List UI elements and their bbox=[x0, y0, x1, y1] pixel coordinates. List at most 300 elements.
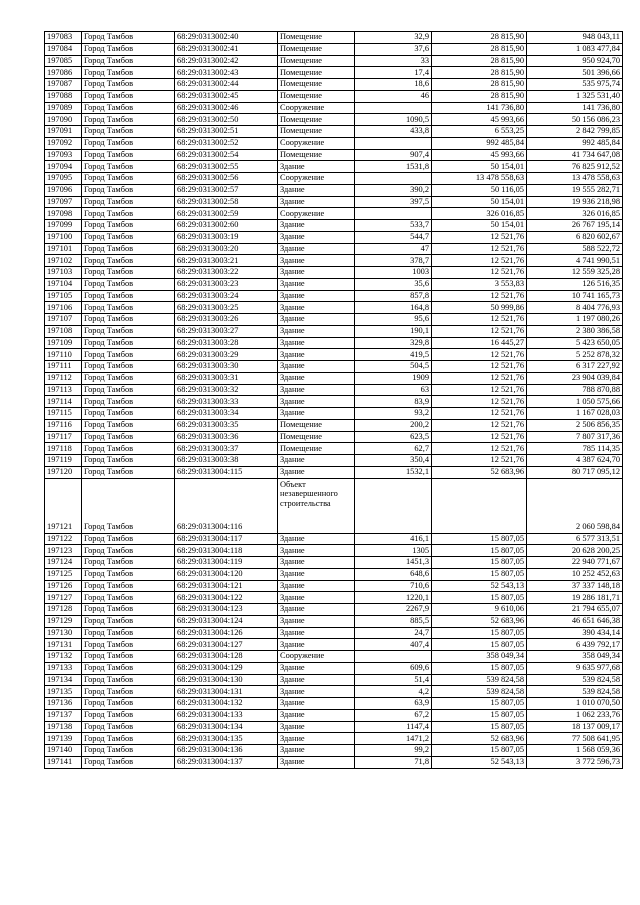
cell-cadastral-value: 9 635 977,68 bbox=[527, 662, 623, 674]
cell-row-number: 197112 bbox=[45, 372, 82, 384]
cell-row-number: 197089 bbox=[45, 102, 82, 114]
cell-city: Город Тамбов bbox=[82, 43, 175, 55]
cell-area: 37,6 bbox=[355, 43, 432, 55]
cell-cadastral-value: 2 380 386,58 bbox=[527, 325, 623, 337]
cell-area: 32,9 bbox=[355, 32, 432, 44]
cell-cadastral-value: 1 010 070,50 bbox=[527, 698, 623, 710]
cell-specific-value: 12 521,76 bbox=[432, 455, 527, 467]
cell-specific-value: 45 993,66 bbox=[432, 149, 527, 161]
cell-cadastral-number: 68:29:0313002:46 bbox=[175, 102, 278, 114]
cell-row-number: 197105 bbox=[45, 290, 82, 302]
cell-specific-value: 15 807,05 bbox=[432, 557, 527, 569]
cell-cadastral-number: 68:29:0313003:35 bbox=[175, 419, 278, 431]
cell-cadastral-value: 588 522,72 bbox=[527, 243, 623, 255]
cell-cadastral-number: 68:29:0313004:115 bbox=[175, 466, 278, 478]
table-row bbox=[45, 314, 623, 326]
cell-row-number: 197139 bbox=[45, 733, 82, 745]
cell-row-number: 197096 bbox=[45, 184, 82, 196]
cell-city: Город Тамбов bbox=[82, 408, 175, 420]
cell-specific-value: 12 521,76 bbox=[432, 290, 527, 302]
cell-area: 623,5 bbox=[355, 431, 432, 443]
cell-city: Город Тамбов bbox=[82, 102, 175, 114]
cell-cadastral-number: 68:29:0313004:123 bbox=[175, 604, 278, 616]
cell-cadastral-number: 68:29:0313004:135 bbox=[175, 733, 278, 745]
cell-city: Город Тамбов bbox=[82, 220, 175, 232]
cell-row-number: 197095 bbox=[45, 173, 82, 185]
cell-row-number: 197102 bbox=[45, 255, 82, 267]
cell-city: Город Тамбов bbox=[82, 615, 175, 627]
cell-row-number: 197093 bbox=[45, 149, 82, 161]
cell-row-number: 197126 bbox=[45, 580, 82, 592]
table-row bbox=[45, 372, 623, 384]
table-row bbox=[45, 604, 623, 616]
cell-cadastral-number: 68:29:0313004:133 bbox=[175, 709, 278, 721]
cell-object-type: Здание bbox=[278, 545, 355, 557]
cell-object-type: Здание bbox=[278, 267, 355, 279]
cell-row-number: 197092 bbox=[45, 137, 82, 149]
cell-row-number: 197101 bbox=[45, 243, 82, 255]
cell-row-number: 197118 bbox=[45, 443, 82, 455]
cell-cadastral-number: 68:29:0313002:58 bbox=[175, 196, 278, 208]
cell-object-type: Здание bbox=[278, 568, 355, 580]
cell-city: Город Тамбов bbox=[82, 384, 175, 396]
cell-area: 350,4 bbox=[355, 455, 432, 467]
cell-specific-value: 52 543,13 bbox=[432, 756, 527, 768]
table-row bbox=[45, 290, 623, 302]
cell-cadastral-number: 68:29:0313004:117 bbox=[175, 533, 278, 545]
cell-area: 1471,2 bbox=[355, 733, 432, 745]
cell-area: 33 bbox=[355, 55, 432, 67]
cell-specific-value: 12 521,76 bbox=[432, 243, 527, 255]
cell-cadastral-number: 68:29:0313003:31 bbox=[175, 372, 278, 384]
cell-row-number: 197140 bbox=[45, 745, 82, 757]
cell-specific-value: 12 521,76 bbox=[432, 396, 527, 408]
cell-object-type: Помещение bbox=[278, 90, 355, 102]
cell-object-type: Помещение bbox=[278, 32, 355, 44]
cell-row-number: 197104 bbox=[45, 278, 82, 290]
cell-cadastral-value: 1 083 477,84 bbox=[527, 43, 623, 55]
cell-specific-value: 28 815,90 bbox=[432, 32, 527, 44]
cell-object-type: Здание bbox=[278, 580, 355, 592]
cell-object-type: Здание bbox=[278, 349, 355, 361]
cell-area: 1305 bbox=[355, 545, 432, 557]
cell-cadastral-value: 46 651 646,38 bbox=[527, 615, 623, 627]
cell-specific-value: 12 521,76 bbox=[432, 419, 527, 431]
cell-row-number: 197116 bbox=[45, 419, 82, 431]
cell-cadastral-number: 68:29:0313002:50 bbox=[175, 114, 278, 126]
cell-specific-value: 15 807,05 bbox=[432, 533, 527, 545]
cell-object-type: Здание bbox=[278, 184, 355, 196]
cell-specific-value: 12 521,76 bbox=[432, 361, 527, 373]
cell-area bbox=[355, 478, 432, 533]
cell-specific-value: 12 521,76 bbox=[432, 255, 527, 267]
cell-object-type: Здание bbox=[278, 372, 355, 384]
cell-row-number: 197123 bbox=[45, 545, 82, 557]
cell-specific-value bbox=[432, 478, 527, 533]
cell-specific-value: 539 824,58 bbox=[432, 674, 527, 686]
cell-city: Город Тамбов bbox=[82, 372, 175, 384]
cell-specific-value: 12 521,76 bbox=[432, 349, 527, 361]
cell-cadastral-value: 141 736,80 bbox=[527, 102, 623, 114]
cell-cadastral-value: 23 904 039,84 bbox=[527, 372, 623, 384]
cell-cadastral-number: 68:29:0313003:33 bbox=[175, 396, 278, 408]
cell-row-number: 197086 bbox=[45, 67, 82, 79]
cell-cadastral-number: 68:29:0313002:52 bbox=[175, 137, 278, 149]
cell-specific-value: 15 807,05 bbox=[432, 545, 527, 557]
cell-cadastral-value: 22 940 771,67 bbox=[527, 557, 623, 569]
cell-cadastral-number: 68:29:0313003:20 bbox=[175, 243, 278, 255]
cell-cadastral-value: 19 936 218,98 bbox=[527, 196, 623, 208]
cell-city: Город Тамбов bbox=[82, 267, 175, 279]
cell-specific-value: 45 993,66 bbox=[432, 114, 527, 126]
cell-row-number: 197132 bbox=[45, 651, 82, 663]
cell-row-number: 197100 bbox=[45, 231, 82, 243]
cell-cadastral-value: 12 559 325,28 bbox=[527, 267, 623, 279]
cell-specific-value: 12 521,76 bbox=[432, 267, 527, 279]
cell-specific-value: 15 807,05 bbox=[432, 662, 527, 674]
cell-area: 433,8 bbox=[355, 126, 432, 138]
cell-cadastral-number: 68:29:0313002:59 bbox=[175, 208, 278, 220]
cell-row-number: 197130 bbox=[45, 627, 82, 639]
cell-city: Город Тамбов bbox=[82, 161, 175, 173]
cell-city: Город Тамбов bbox=[82, 126, 175, 138]
cell-object-type: Помещение bbox=[278, 443, 355, 455]
cell-specific-value: 3 553,83 bbox=[432, 278, 527, 290]
cell-row-number: 197128 bbox=[45, 604, 82, 616]
table-row bbox=[45, 243, 623, 255]
cell-row-number: 197106 bbox=[45, 302, 82, 314]
cell-cadastral-value: 6 439 792,17 bbox=[527, 639, 623, 651]
cell-row-number: 197088 bbox=[45, 90, 82, 102]
table-row bbox=[45, 443, 623, 455]
cell-city: Город Тамбов bbox=[82, 67, 175, 79]
cell-area: 544,7 bbox=[355, 231, 432, 243]
cell-row-number: 197109 bbox=[45, 337, 82, 349]
cell-area: 63 bbox=[355, 384, 432, 396]
cell-cadastral-value: 1 050 575,66 bbox=[527, 396, 623, 408]
cell-row-number: 197107 bbox=[45, 314, 82, 326]
table-row bbox=[45, 478, 623, 533]
table-row bbox=[45, 709, 623, 721]
cell-city: Город Тамбов bbox=[82, 756, 175, 768]
cell-object-type: Здание bbox=[278, 161, 355, 173]
cell-object-type: Здание bbox=[278, 231, 355, 243]
cell-row-number: 197133 bbox=[45, 662, 82, 674]
cell-city: Город Тамбов bbox=[82, 466, 175, 478]
cell-city: Город Тамбов bbox=[82, 419, 175, 431]
cell-row-number: 197129 bbox=[45, 615, 82, 627]
cell-area bbox=[355, 173, 432, 185]
cell-row-number: 197138 bbox=[45, 721, 82, 733]
cell-city: Город Тамбов bbox=[82, 721, 175, 733]
cell-specific-value: 15 807,05 bbox=[432, 568, 527, 580]
cell-cadastral-value: 20 628 200,25 bbox=[527, 545, 623, 557]
table-row bbox=[45, 255, 623, 267]
cell-cadastral-value: 37 337 148,18 bbox=[527, 580, 623, 592]
cell-specific-value: 15 807,05 bbox=[432, 709, 527, 721]
cell-cadastral-value: 6 577 313,51 bbox=[527, 533, 623, 545]
cell-object-type: Объект незавершенного строительства bbox=[278, 478, 355, 533]
cell-cadastral-value: 326 016,85 bbox=[527, 208, 623, 220]
cell-specific-value: 50 154,01 bbox=[432, 220, 527, 232]
cell-object-type: Здание bbox=[278, 455, 355, 467]
cell-cadastral-number: 68:29:0313002:42 bbox=[175, 55, 278, 67]
cell-cadastral-value: 126 516,35 bbox=[527, 278, 623, 290]
table-row bbox=[45, 161, 623, 173]
cell-specific-value: 50 154,01 bbox=[432, 161, 527, 173]
cell-area: 390,2 bbox=[355, 184, 432, 196]
cell-area: 329,8 bbox=[355, 337, 432, 349]
cell-city: Город Тамбов bbox=[82, 290, 175, 302]
cell-cadastral-value: 358 049,34 bbox=[527, 651, 623, 663]
cell-cadastral-value: 13 478 558,63 bbox=[527, 173, 623, 185]
cell-specific-value: 28 815,90 bbox=[432, 67, 527, 79]
cell-row-number: 197113 bbox=[45, 384, 82, 396]
cell-row-number: 197091 bbox=[45, 126, 82, 138]
cell-cadastral-number: 68:29:0313003:34 bbox=[175, 408, 278, 420]
cell-cadastral-number: 68:29:0313003:27 bbox=[175, 325, 278, 337]
cell-city: Город Тамбов bbox=[82, 733, 175, 745]
cell-object-type: Здание bbox=[278, 686, 355, 698]
cell-cadastral-value: 19 555 282,71 bbox=[527, 184, 623, 196]
cell-object-type: Здание bbox=[278, 408, 355, 420]
cell-row-number: 197141 bbox=[45, 756, 82, 768]
table-row bbox=[45, 580, 623, 592]
cell-specific-value: 12 521,76 bbox=[432, 314, 527, 326]
cell-cadastral-value: 80 717 095,12 bbox=[527, 466, 623, 478]
cell-specific-value: 52 683,96 bbox=[432, 466, 527, 478]
cell-area: 419,5 bbox=[355, 349, 432, 361]
cell-row-number: 197083 bbox=[45, 32, 82, 44]
cell-specific-value: 13 478 558,63 bbox=[432, 173, 527, 185]
cell-row-number: 197127 bbox=[45, 592, 82, 604]
cell-cadastral-value: 5 423 650,05 bbox=[527, 337, 623, 349]
cell-object-type: Здание bbox=[278, 604, 355, 616]
cell-area: 1532,1 bbox=[355, 466, 432, 478]
cell-area: 1147,4 bbox=[355, 721, 432, 733]
cell-object-type: Здание bbox=[278, 466, 355, 478]
cell-cadastral-number: 68:29:0313004:129 bbox=[175, 662, 278, 674]
cell-city: Город Тамбов bbox=[82, 698, 175, 710]
cell-object-type: Здание bbox=[278, 396, 355, 408]
cell-row-number: 197131 bbox=[45, 639, 82, 651]
cell-area: 1220,1 bbox=[355, 592, 432, 604]
cell-cadastral-number: 68:29:0313004:136 bbox=[175, 745, 278, 757]
cell-cadastral-number: 68:29:0313003:21 bbox=[175, 255, 278, 267]
cell-object-type: Помещение bbox=[278, 43, 355, 55]
cell-row-number: 197097 bbox=[45, 196, 82, 208]
cell-area: 1451,3 bbox=[355, 557, 432, 569]
cell-area: 95,6 bbox=[355, 314, 432, 326]
cell-cadastral-number: 68:29:0313003:22 bbox=[175, 267, 278, 279]
cell-cadastral-value: 501 396,66 bbox=[527, 67, 623, 79]
cell-specific-value: 15 807,05 bbox=[432, 592, 527, 604]
cell-object-type: Помещение bbox=[278, 67, 355, 79]
cell-cadastral-value: 535 975,74 bbox=[527, 79, 623, 91]
cell-area: 93,2 bbox=[355, 408, 432, 420]
cell-specific-value: 15 807,05 bbox=[432, 745, 527, 757]
cell-area: 533,7 bbox=[355, 220, 432, 232]
cell-city: Город Тамбов bbox=[82, 325, 175, 337]
table-row bbox=[45, 592, 623, 604]
table-row bbox=[45, 557, 623, 569]
cell-specific-value: 15 807,05 bbox=[432, 627, 527, 639]
table-row bbox=[45, 361, 623, 373]
table-row bbox=[45, 627, 623, 639]
cell-specific-value: 16 445,27 bbox=[432, 337, 527, 349]
cell-cadastral-value: 3 772 596,73 bbox=[527, 756, 623, 768]
cell-row-number: 197121 bbox=[45, 478, 82, 533]
table-row bbox=[45, 325, 623, 337]
table-row bbox=[45, 408, 623, 420]
cell-object-type: Здание bbox=[278, 615, 355, 627]
cell-object-type: Здание bbox=[278, 745, 355, 757]
table-row bbox=[45, 756, 623, 768]
table-row bbox=[45, 32, 623, 44]
cell-object-type: Здание bbox=[278, 674, 355, 686]
cell-city: Город Тамбов bbox=[82, 674, 175, 686]
cell-specific-value: 28 815,90 bbox=[432, 43, 527, 55]
cell-area: 71,8 bbox=[355, 756, 432, 768]
cell-object-type: Здание bbox=[278, 662, 355, 674]
cell-specific-value: 52 683,96 bbox=[432, 733, 527, 745]
cell-object-type: Здание bbox=[278, 721, 355, 733]
cell-city: Город Тамбов bbox=[82, 255, 175, 267]
table-row bbox=[45, 721, 623, 733]
table-row bbox=[45, 278, 623, 290]
cell-row-number: 197120 bbox=[45, 466, 82, 478]
cell-city: Город Тамбов bbox=[82, 278, 175, 290]
cell-cadastral-number: 68:29:0313002:56 bbox=[175, 173, 278, 185]
cell-specific-value: 12 521,76 bbox=[432, 408, 527, 420]
table-row bbox=[45, 208, 623, 220]
cell-city: Город Тамбов bbox=[82, 557, 175, 569]
cell-cadastral-number: 68:29:0313004:119 bbox=[175, 557, 278, 569]
cell-row-number: 197103 bbox=[45, 267, 82, 279]
cell-object-type: Помещение bbox=[278, 55, 355, 67]
cell-specific-value: 15 807,05 bbox=[432, 639, 527, 651]
cell-cadastral-number: 68:29:0313002:55 bbox=[175, 161, 278, 173]
cell-area: 648,6 bbox=[355, 568, 432, 580]
table-row bbox=[45, 431, 623, 443]
cell-cadastral-value: 1 568 059,36 bbox=[527, 745, 623, 757]
cell-object-type: Здание bbox=[278, 302, 355, 314]
cell-cadastral-number: 68:29:0313004:130 bbox=[175, 674, 278, 686]
cell-cadastral-number: 68:29:0313002:57 bbox=[175, 184, 278, 196]
cell-city: Город Тамбов bbox=[82, 349, 175, 361]
cell-area: 47 bbox=[355, 243, 432, 255]
cell-object-type: Сооружение bbox=[278, 651, 355, 663]
cell-cadastral-value: 950 924,70 bbox=[527, 55, 623, 67]
cell-cadastral-value: 2 842 799,85 bbox=[527, 126, 623, 138]
cell-object-type: Сооружение bbox=[278, 208, 355, 220]
cell-row-number: 197122 bbox=[45, 533, 82, 545]
cell-specific-value: 992 485,84 bbox=[432, 137, 527, 149]
cell-city: Город Тамбов bbox=[82, 686, 175, 698]
table-body bbox=[45, 32, 623, 769]
cell-area bbox=[355, 208, 432, 220]
cell-object-type: Здание bbox=[278, 639, 355, 651]
cell-object-type: Здание bbox=[278, 698, 355, 710]
cell-area: 907,4 bbox=[355, 149, 432, 161]
table-row bbox=[45, 686, 623, 698]
cell-city: Город Тамбов bbox=[82, 79, 175, 91]
cell-area: 190,1 bbox=[355, 325, 432, 337]
cell-object-type: Здание bbox=[278, 278, 355, 290]
cell-cadastral-number: 68:29:0313004:137 bbox=[175, 756, 278, 768]
cell-cadastral-value: 1 167 028,03 bbox=[527, 408, 623, 420]
cell-cadastral-number: 68:29:0313004:128 bbox=[175, 651, 278, 663]
table-row bbox=[45, 651, 623, 663]
cell-city: Город Тамбов bbox=[82, 137, 175, 149]
table-row bbox=[45, 349, 623, 361]
cell-area: 1909 bbox=[355, 372, 432, 384]
cell-cadastral-value: 4 387 624,70 bbox=[527, 455, 623, 467]
cell-specific-value: 52 683,96 bbox=[432, 615, 527, 627]
cell-row-number: 197090 bbox=[45, 114, 82, 126]
table-row bbox=[45, 90, 623, 102]
table-row bbox=[45, 79, 623, 91]
cell-cadastral-number: 68:29:0313002:51 bbox=[175, 126, 278, 138]
cell-cadastral-number: 68:29:0313002:40 bbox=[175, 32, 278, 44]
cell-area: 885,5 bbox=[355, 615, 432, 627]
cell-area: 99,2 bbox=[355, 745, 432, 757]
cell-object-type: Здание bbox=[278, 592, 355, 604]
cell-object-type: Здание bbox=[278, 220, 355, 232]
cell-object-type: Здание bbox=[278, 733, 355, 745]
cell-area: 1003 bbox=[355, 267, 432, 279]
cell-city: Город Тамбов bbox=[82, 580, 175, 592]
cell-cadastral-value: 10 252 452,63 bbox=[527, 568, 623, 580]
cell-area: 200,2 bbox=[355, 419, 432, 431]
cell-area: 63,9 bbox=[355, 698, 432, 710]
cell-cadastral-number: 68:29:0313003:23 bbox=[175, 278, 278, 290]
cell-cadastral-value: 77 508 641,95 bbox=[527, 733, 623, 745]
cell-city: Город Тамбов bbox=[82, 545, 175, 557]
cell-specific-value: 12 521,76 bbox=[432, 431, 527, 443]
cell-cadastral-value: 41 734 647,08 bbox=[527, 149, 623, 161]
table-row bbox=[45, 674, 623, 686]
cell-cadastral-number: 68:29:0313003:19 bbox=[175, 231, 278, 243]
cell-row-number: 197119 bbox=[45, 455, 82, 467]
cell-cadastral-value: 539 824,58 bbox=[527, 674, 623, 686]
cell-city: Город Тамбов bbox=[82, 196, 175, 208]
cell-row-number: 197108 bbox=[45, 325, 82, 337]
cell-cadastral-number: 68:29:0313004:116 bbox=[175, 478, 278, 533]
table-row bbox=[45, 337, 623, 349]
cell-row-number: 197087 bbox=[45, 79, 82, 91]
cell-specific-value: 12 521,76 bbox=[432, 231, 527, 243]
cell-city: Город Тамбов bbox=[82, 745, 175, 757]
cell-area: 51,4 bbox=[355, 674, 432, 686]
cell-cadastral-value: 18 137 009,17 bbox=[527, 721, 623, 733]
cell-area: 1090,5 bbox=[355, 114, 432, 126]
table-row bbox=[45, 455, 623, 467]
cell-object-type: Помещение bbox=[278, 79, 355, 91]
cell-cadastral-number: 68:29:0313003:24 bbox=[175, 290, 278, 302]
cell-city: Город Тамбов bbox=[82, 627, 175, 639]
cell-cadastral-value: 76 825 912,52 bbox=[527, 161, 623, 173]
cell-cadastral-number: 68:29:0313003:28 bbox=[175, 337, 278, 349]
cell-area: 35,6 bbox=[355, 278, 432, 290]
table-row bbox=[45, 173, 623, 185]
cell-row-number: 197098 bbox=[45, 208, 82, 220]
cell-cadastral-number: 68:29:0313002:45 bbox=[175, 90, 278, 102]
table-row bbox=[45, 568, 623, 580]
cell-cadastral-number: 68:29:0313002:60 bbox=[175, 220, 278, 232]
cell-area: 857,8 bbox=[355, 290, 432, 302]
cell-cadastral-number: 68:29:0313004:134 bbox=[175, 721, 278, 733]
